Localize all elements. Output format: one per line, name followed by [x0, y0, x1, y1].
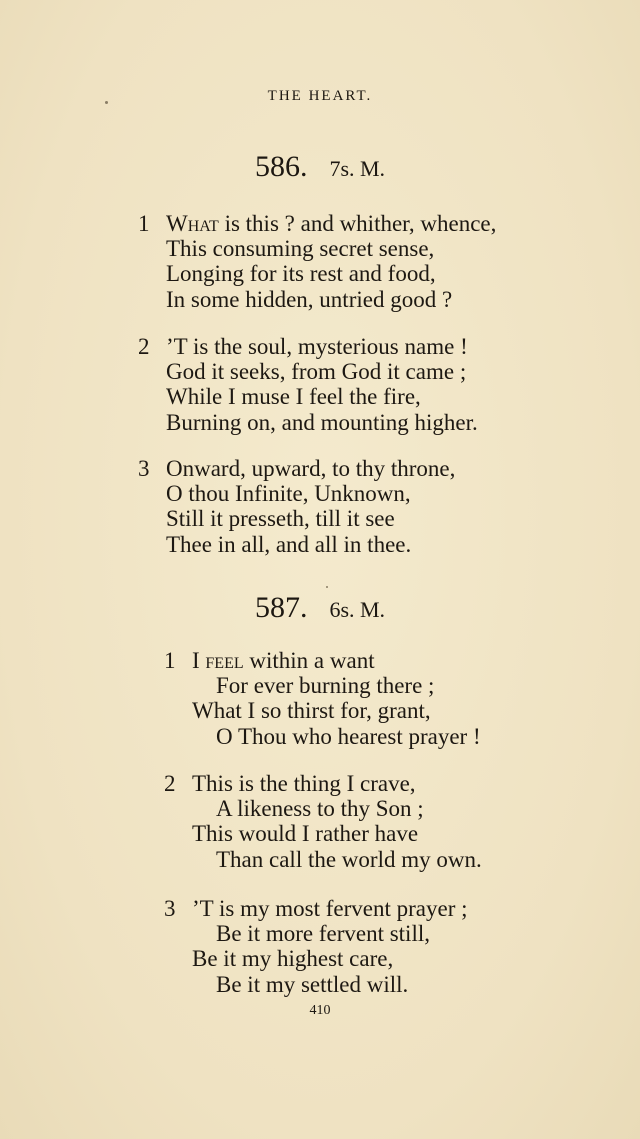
- hymn-586-stanza-2: [138, 334, 478, 435]
- verse-line: Be it my highest care,: [192, 946, 394, 972]
- hymn-meter: 7s. M.: [329, 156, 386, 181]
- verse-line: [192, 648, 481, 673]
- stanza-number: 1: [164, 648, 176, 673]
- verse-line-text: is this ? and whither, whence,: [218, 211, 497, 236]
- hymn-586-stanza-3: [138, 456, 456, 557]
- verse-line: For ever burning there ;: [216, 673, 435, 699]
- verse-first-word: What: [166, 211, 219, 236]
- verse-line: What I so thirst for, grant,: [192, 698, 431, 724]
- verse-line-text: within a want: [243, 648, 375, 673]
- stanza-number: 1: [138, 211, 150, 236]
- page-number: 410: [309, 1003, 331, 1018]
- verse-line: This would I rather have: [192, 821, 419, 847]
- hymn-number: 587.: [254, 591, 308, 624]
- verse-line: Thee in all, and all in thee.: [166, 531, 412, 557]
- verse-line: In some hidden, untried good ?: [166, 286, 453, 312]
- page-speck: [326, 586, 328, 588]
- hymn-587-stanza-3: [164, 896, 468, 997]
- stanza-number: 3: [138, 456, 150, 481]
- verse-line: O thou Infinite, Unknown,: [166, 481, 411, 507]
- verse-line: Be it my settled will.: [216, 971, 409, 997]
- verse-line: Than call the world my own.: [216, 846, 482, 872]
- verse-line: [166, 211, 496, 236]
- verse-line: God it seeks, from God it came ;: [166, 359, 467, 385]
- verse-line: Still it presseth, till it see: [166, 506, 395, 532]
- verse-line: Burning on, and mounting higher.: [166, 409, 478, 435]
- verse-line: ’T is the soul, mysterious name !: [166, 334, 468, 359]
- verse-line: O Thou who hearest prayer !: [216, 723, 481, 749]
- verse-line: A likeness to thy Son ;: [216, 796, 424, 822]
- hymn-number: 586.: [254, 150, 308, 183]
- hymn-587-stanza-2: [164, 771, 482, 872]
- hymn-587-stanza-1: [164, 648, 481, 749]
- verse-first-word: I feel: [192, 648, 244, 673]
- verse-line: This is the thing I crave,: [192, 771, 416, 796]
- hymn-586-stanza-1: [138, 211, 497, 312]
- verse-line: This consuming secret sense,: [166, 236, 435, 262]
- stanza-number: 3: [164, 896, 176, 921]
- hymn-586-heading: [0, 150, 640, 184]
- hymn-587-heading: [0, 591, 640, 625]
- hymn-meter: 6s. M.: [329, 597, 386, 622]
- stanza-number: 2: [138, 334, 150, 359]
- verse-line: Longing for its rest and food,: [166, 261, 436, 287]
- verse-line: Onward, upward, to thy throne,: [166, 456, 456, 481]
- running-head: THE HEART.: [267, 88, 373, 104]
- stanza-number: 2: [164, 771, 176, 796]
- verse-line: Be it more fervent still,: [216, 921, 430, 947]
- verse-line: ’T is my most fervent prayer ;: [192, 896, 468, 921]
- verse-line: While I muse I feel the fire,: [166, 384, 421, 410]
